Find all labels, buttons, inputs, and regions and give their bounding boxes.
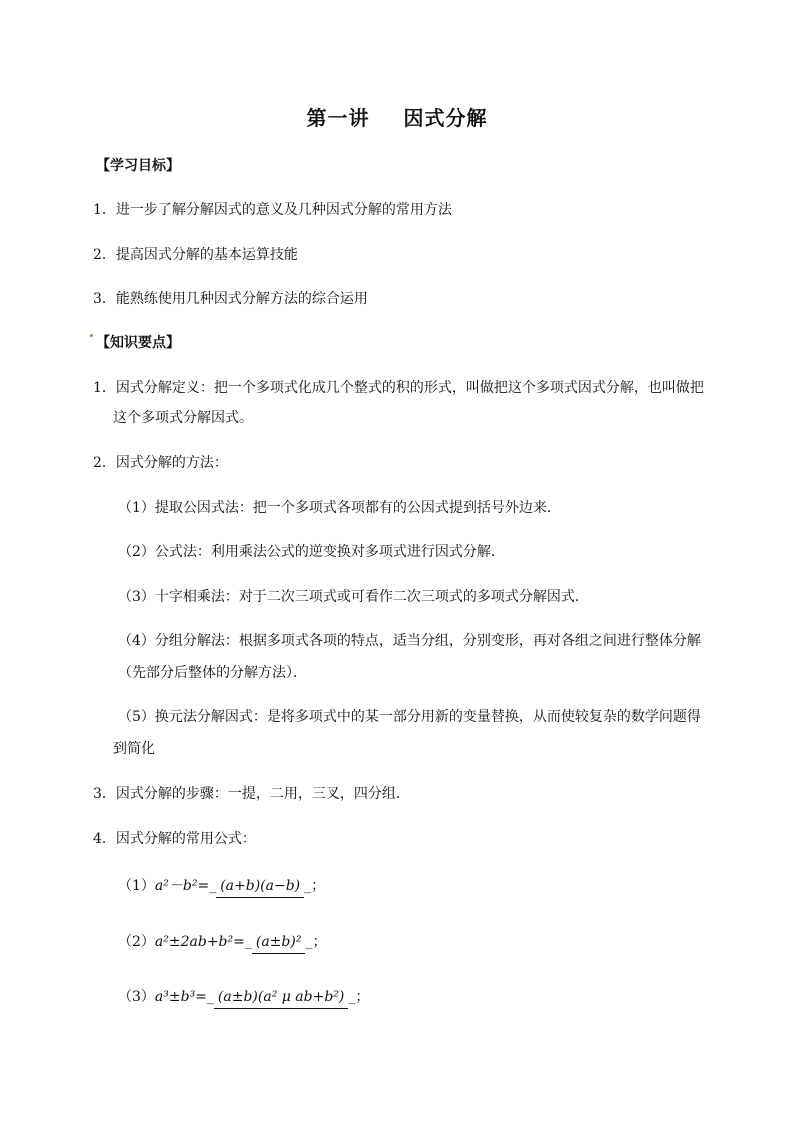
formula-1: （1）a²－b²=_ (a+b)(a−b) _；	[118, 876, 325, 898]
section-heading-goals: 【学习目标】	[96, 158, 180, 174]
title-lecture-number: 第一讲	[306, 106, 370, 130]
point-2-heading: 2．因式分解的方法：	[93, 455, 228, 471]
formula-3: （3）a³±b³=_ (a±b)(a² μ ab+b²) _；	[118, 987, 369, 1009]
formula-2-label: （2）	[118, 934, 155, 950]
method-5-line-2: 到简化	[113, 741, 155, 757]
formula-3-answer: (a±b)(a² μ ab+b²)	[214, 987, 348, 1009]
goal-item-1: 1．进一步了解分解因式的意义及几种因式分解的常用方法	[93, 202, 452, 218]
formula-1-lhs: a²－b²=	[154, 878, 210, 894]
point-4-heading: 4．因式分解的常用公式：	[93, 831, 256, 847]
formula-1-label: （1）	[118, 878, 155, 894]
method-1: （1）提取公因式法：把一个多项式各项都有的公因式提到括号外边来．	[118, 500, 561, 516]
method-3: （3）十字相乘法：对于二次三项式或可看作二次三项式的多项式分解因式．	[118, 589, 589, 605]
point-1-line-2: 这个多项式分解因式。	[113, 410, 253, 426]
goal-item-2: 2．提高因式分解的基本运算技能	[93, 247, 298, 263]
point-3: 3．因式分解的步骤：一提，二用，三叉，四分组．	[93, 786, 410, 802]
method-4-line-1: （4）分组分解法：根据多项式各项的特点，适当分组，分别变形，再对各组之间进行整体分解	[118, 633, 701, 649]
formula-3-lhs: a³±b³=	[154, 989, 207, 1005]
point-1-line-1: 1．因式分解定义：把一个多项式化成几个整式的积的形式，叫做把这个多项式因式分解，也叫做把	[93, 380, 704, 396]
method-4-line-2: （先部分后整体的分解方法）．	[118, 665, 307, 681]
formula-2-lhs: a²±2ab+b²=	[154, 934, 245, 950]
page-title	[0, 102, 794, 131]
title-topic: 因式分解	[403, 106, 488, 130]
bullet-mark	[90, 334, 93, 337]
formula-3-label: （3）	[118, 989, 155, 1005]
method-2: （2）公式法：利用乘法公式的逆变换对多项式进行因式分解．	[118, 544, 505, 560]
section-heading-knowledge: 【知识要点】	[96, 335, 180, 351]
method-5-line-1: （5）换元法分解因式：是将多项式中的某一部分用新的变量替换，从而使较复杂的数学问题得	[118, 709, 701, 725]
formula-2: （2）a²±2ab+b²=_ (a±b)² _；	[118, 932, 326, 954]
formula-2-end: _；	[305, 934, 327, 950]
goal-item-3: 3．能熟练使用几种因式分解方法的综合运用	[93, 291, 368, 307]
formula-1-end: _；	[304, 878, 326, 894]
formula-1-answer: (a+b)(a−b)	[216, 876, 304, 898]
formula-3-end: _；	[348, 989, 370, 1005]
formula-2-answer: (a±b)²	[252, 932, 306, 954]
